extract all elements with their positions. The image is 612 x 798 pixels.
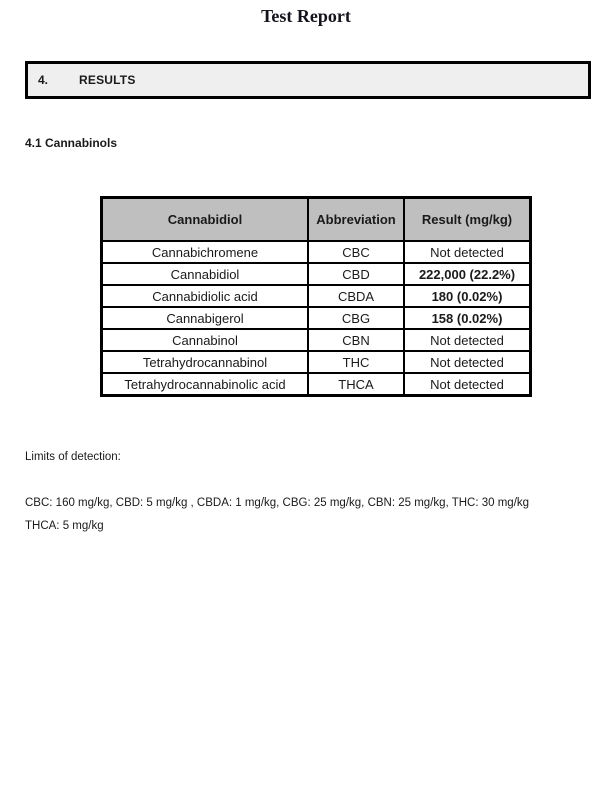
cell-result: Not detected	[404, 241, 531, 263]
cell-compound-name: Cannabidiolic acid	[102, 285, 309, 307]
cell-abbreviation: THCA	[308, 373, 404, 396]
cell-abbreviation: CBG	[308, 307, 404, 329]
cell-compound-name: Tetrahydrocannabinol	[102, 351, 309, 373]
cell-abbreviation: CBD	[308, 263, 404, 285]
page-title: Test Report	[261, 6, 351, 26]
column-header-cannabidiol: Cannabidiol	[102, 198, 309, 242]
column-header-result: Result (mg/kg)	[404, 198, 531, 242]
cell-result: Not detected	[404, 373, 531, 396]
table-row	[102, 307, 531, 329]
limits-line-1: CBC: 160 mg/kg, CBD: 5 mg/kg , CBDA: 1 mg/kg, CBG: 25 mg/kg, CBN: 25 mg/kg, THC: 30 mg/kg	[25, 497, 530, 509]
cell-abbreviation: CBN	[308, 329, 404, 351]
limits-line-2: THCA: 5 mg/kg	[25, 520, 104, 532]
section-number: 4.	[38, 73, 49, 87]
cell-compound-name: Cannabichromene	[102, 241, 309, 263]
cell-result: Not detected	[404, 329, 531, 351]
table-row	[102, 285, 531, 307]
table-row	[102, 241, 531, 263]
cell-abbreviation: CBDA	[308, 285, 404, 307]
cannabinoids-results-table	[100, 196, 532, 397]
table-header-row	[102, 198, 531, 242]
cell-result: 158 (0.02%)	[404, 307, 531, 329]
table-row	[102, 351, 531, 373]
section-title: RESULTS	[79, 73, 136, 87]
limits-of-detection-values	[25, 492, 585, 538]
cell-compound-name: Cannabigerol	[102, 307, 309, 329]
table-row	[102, 373, 531, 396]
cell-result: 222,000 (22.2%)	[404, 263, 531, 285]
subsection-title-cannabinols: 4.1 Cannabinols	[25, 136, 118, 150]
cell-compound-name: Cannabinol	[102, 329, 309, 351]
cell-abbreviation: THC	[308, 351, 404, 373]
cell-compound-name: Cannabidiol	[102, 263, 309, 285]
table-row	[102, 263, 531, 285]
cell-result: 180 (0.02%)	[404, 285, 531, 307]
table-row	[102, 329, 531, 351]
cell-result: Not detected	[404, 351, 531, 373]
section-header-results	[25, 61, 591, 99]
table-body	[102, 241, 531, 396]
limits-of-detection-label: Limits of detection:	[25, 451, 121, 463]
cell-compound-name: Tetrahydrocannabinolic acid	[102, 373, 309, 396]
cell-abbreviation: CBC	[308, 241, 404, 263]
column-header-abbreviation: Abbreviation	[308, 198, 404, 242]
